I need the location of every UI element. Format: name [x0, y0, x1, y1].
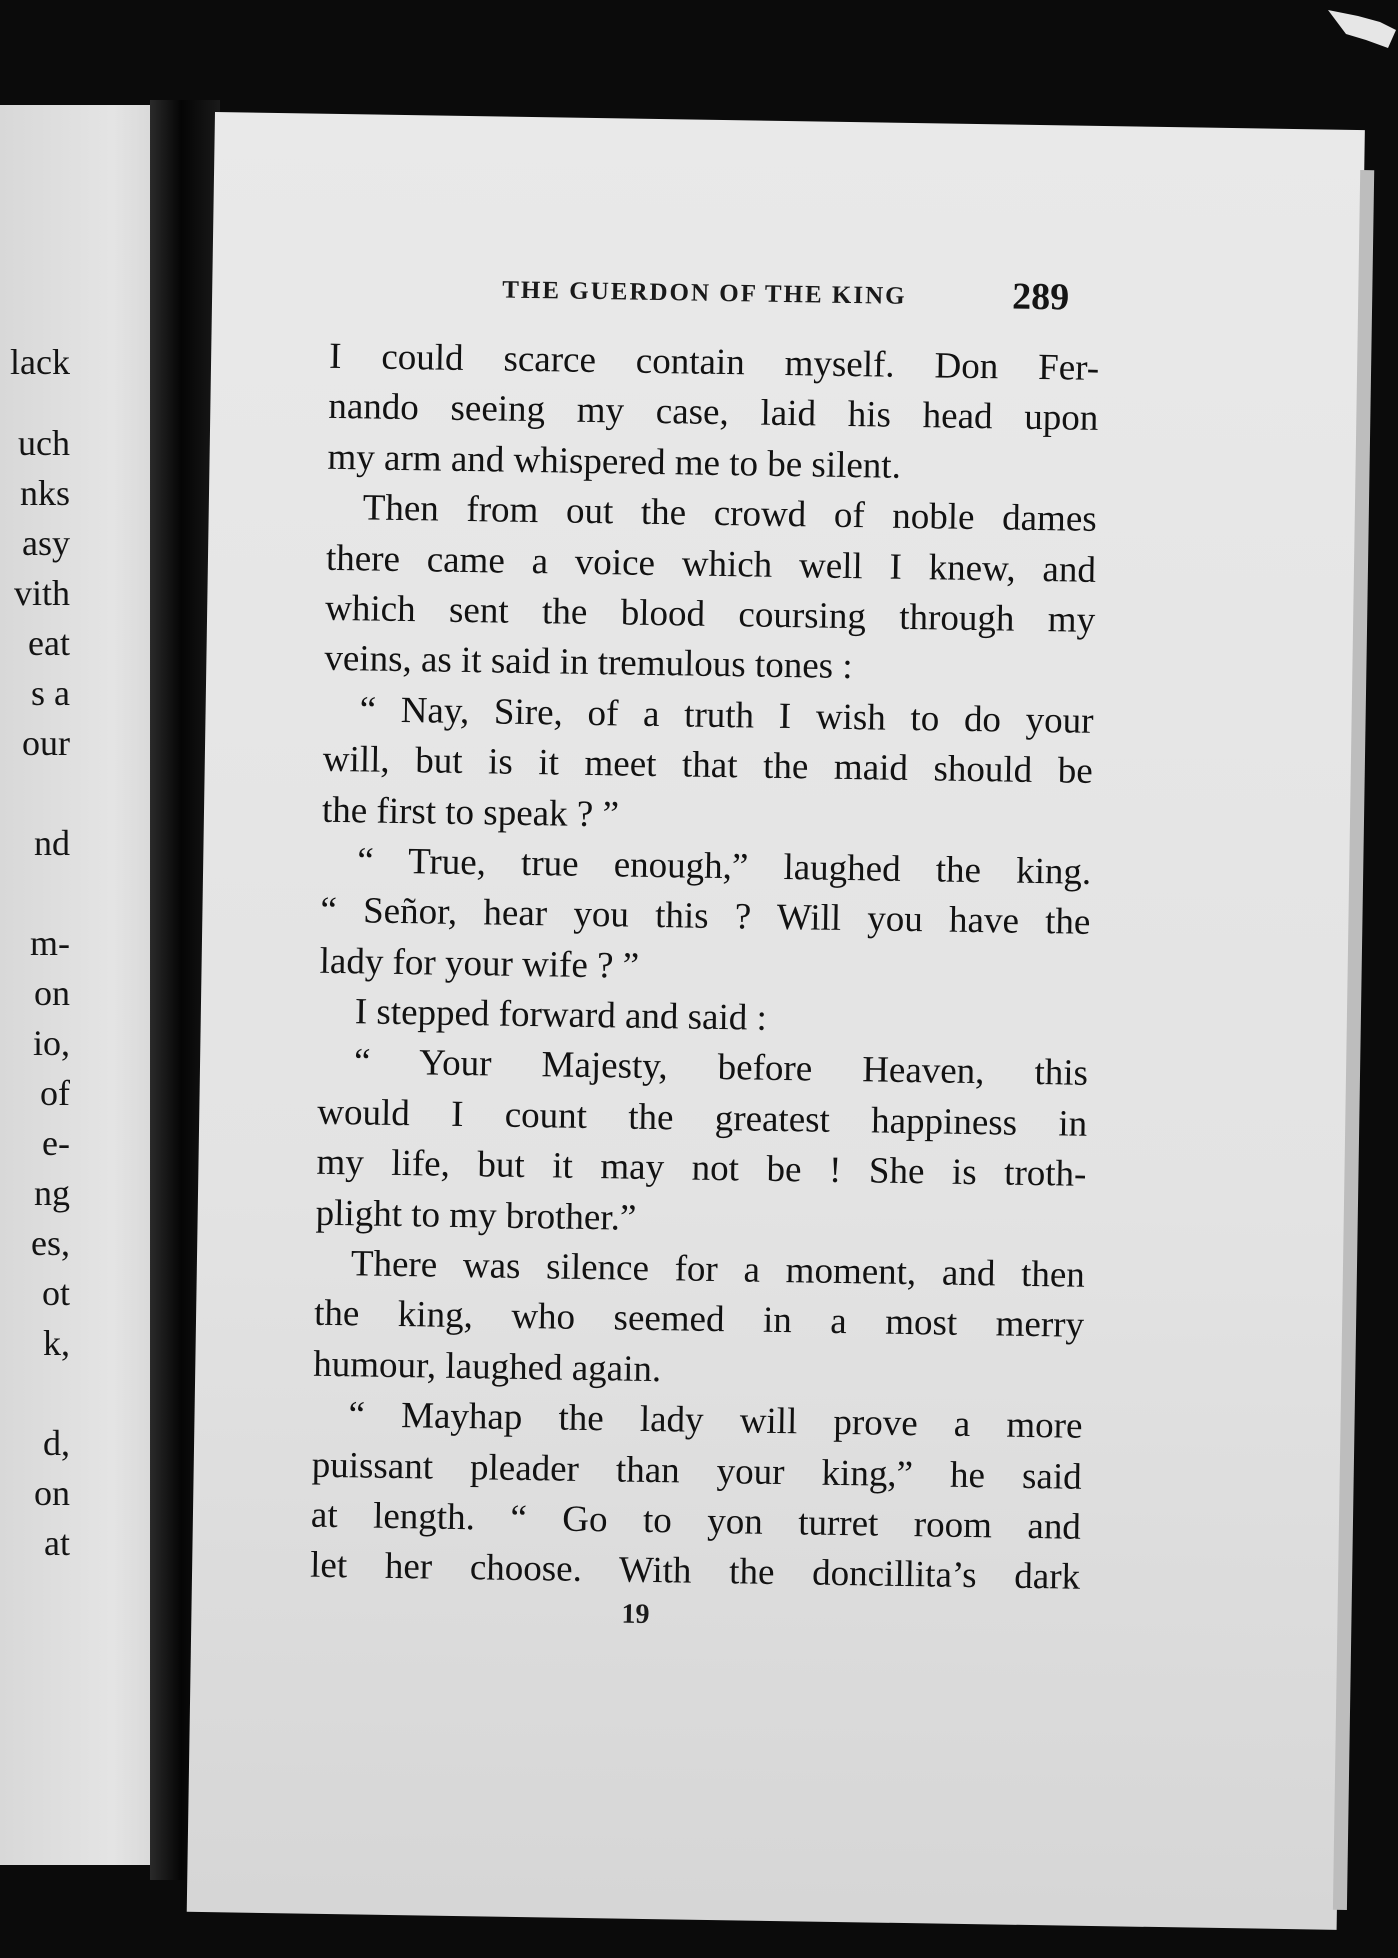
left-page-fragment: ng	[34, 1173, 70, 1213]
left-page-fragment: m-	[30, 923, 70, 963]
text-line: at length. “ Go to yon turret room and	[310, 1494, 1082, 1548]
text-line: nando seeing my case, laid his head upon	[328, 386, 1099, 440]
left-page-fragment: nks	[19, 473, 70, 513]
left-page-fragment: of	[40, 1073, 70, 1113]
left-page-fragment: d,	[43, 1423, 70, 1463]
text-line: I stepped forward and said :	[354, 991, 768, 1039]
text-line: the first to speak ? ”	[321, 789, 620, 835]
left-page-fragment: asy	[22, 523, 70, 563]
text-line: puissant pleader than your king,” he said	[311, 1444, 1082, 1498]
left-page-fragment: our	[22, 723, 70, 763]
text-line: “ Nay, Sire, of a truth I wish to do your	[359, 689, 1094, 742]
text-line: “ Mayhap the lady will prove a more	[348, 1394, 1083, 1447]
text-line: let her choose. With the doncillita’s dark	[309, 1545, 1081, 1599]
running-head: THE GUERDON OF THE KING	[502, 276, 907, 310]
left-page-fragment: e-	[42, 1123, 70, 1163]
text-line: my arm and whispered me to be silent.	[327, 436, 902, 487]
text-line: there came a voice which well I knew, and	[325, 537, 1097, 591]
text-line: which sent the blood coursing through my	[324, 587, 1096, 641]
left-page-fragment: on	[34, 1473, 70, 1513]
text-line: humour, laughed again.	[313, 1343, 662, 1390]
paper-fragment-icon	[1318, 0, 1398, 60]
page-number: 289	[1011, 275, 1070, 319]
body-text	[310, 332, 1100, 1604]
text-line: There was silence for a moment, and then	[350, 1243, 1086, 1296]
text-line: lady for your wife ? ”	[319, 940, 640, 987]
text-line: Then from out the crowd of noble dames	[362, 487, 1098, 541]
left-page-fragment: vith	[13, 573, 70, 613]
text-line: my life, but it may not be ! She is troth-	[316, 1141, 1087, 1196]
signature-mark: 19	[621, 1598, 650, 1631]
left-page-fragment: nd	[34, 823, 70, 863]
page-edge	[1333, 170, 1374, 1910]
text-line: veins, as it said in tremulous tones :	[324, 638, 853, 688]
left-page-fragment: es,	[31, 1223, 70, 1263]
text-line: “ Señor, hear you this ? Will you have the	[320, 890, 1091, 944]
left-page-fragment: eat	[28, 623, 70, 663]
left-page-fragment: on	[34, 973, 70, 1013]
left-page-fragment: lack	[10, 342, 70, 382]
text-line: “ Your Majesty, before Heaven, this	[353, 1041, 1089, 1095]
text-line: the king, who seemed in a most merry	[313, 1293, 1085, 1347]
left-page-fragment: s a	[31, 673, 70, 713]
text-line: would I count the greatest happiness in	[316, 1091, 1088, 1145]
left-page-fragment: k,	[43, 1323, 70, 1363]
left-page-fragment: at	[44, 1523, 70, 1563]
text-line: “ True, true enough,” laughed the king.	[356, 840, 1092, 893]
left-page-fragment: ot	[41, 1273, 70, 1313]
text-line: plight to my brother.”	[315, 1192, 637, 1239]
left-page-fragment: io,	[32, 1023, 70, 1063]
left-page-fragment: uch	[18, 423, 70, 463]
right-page	[187, 112, 1365, 1930]
text-line: will, but is it meet that the maid should be	[322, 738, 1094, 792]
text-line: I could scarce contain myself. Don Fer-	[328, 335, 1100, 389]
